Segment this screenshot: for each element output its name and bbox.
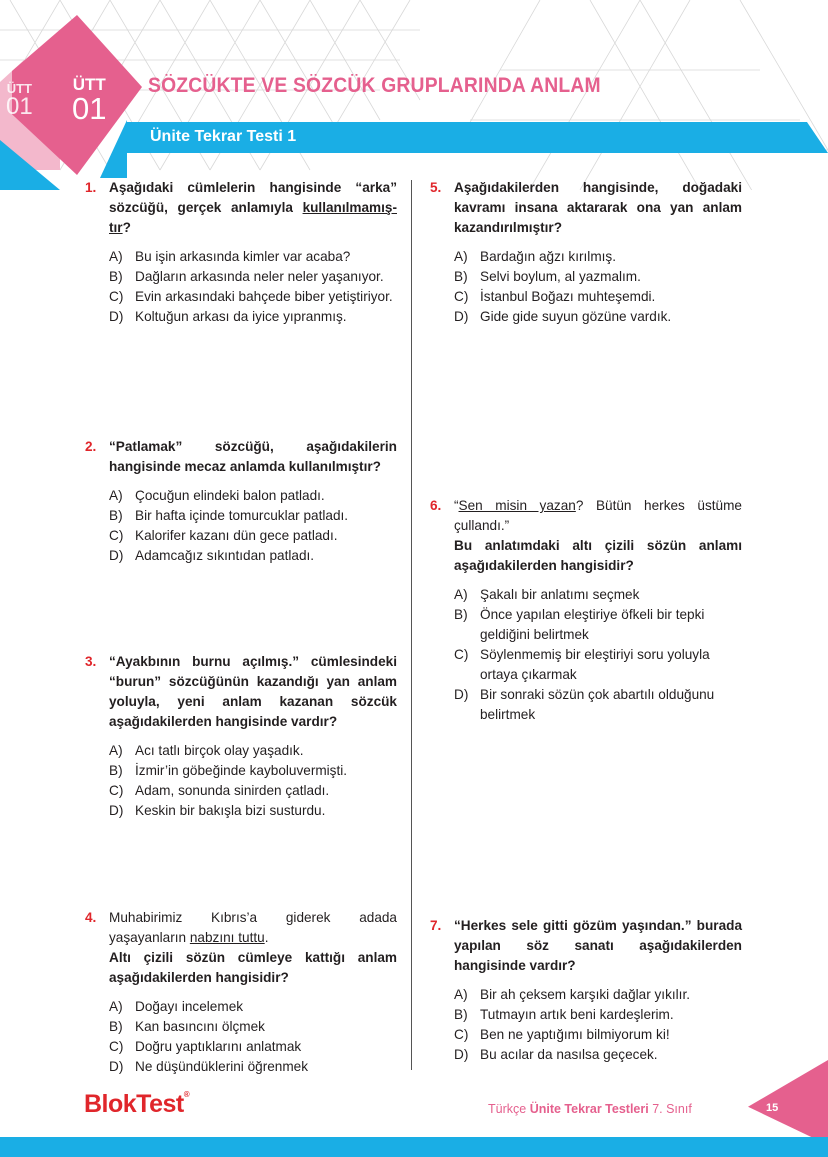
stem-text: “Herkes sele gitti gözüm yaşından.” burada yapılan söz sanatı aşağıdakilerden hangisinde vardır? bbox=[454, 918, 742, 973]
question-number: 2. bbox=[85, 439, 97, 454]
question-number: 3. bbox=[85, 654, 97, 669]
option-d[interactable] bbox=[109, 307, 397, 327]
option-text: Bir ah çeksem karşıki dağlar yıkılır. bbox=[480, 987, 691, 1002]
option-b[interactable] bbox=[109, 761, 397, 781]
stem-text: Sen misin yazan bbox=[458, 498, 576, 513]
question-number: 6. bbox=[430, 498, 442, 513]
question-stem bbox=[109, 908, 397, 988]
option-b[interactable] bbox=[109, 1017, 397, 1037]
option-text: İstanbul Boğazı muhteşemdi. bbox=[480, 289, 656, 304]
logo-mark: ® bbox=[183, 1090, 190, 1099]
option-c[interactable] bbox=[454, 645, 742, 685]
option-a[interactable] bbox=[109, 997, 397, 1017]
option-b[interactable] bbox=[454, 1005, 742, 1025]
question-number: 4. bbox=[85, 910, 97, 925]
option-letter: D) bbox=[454, 687, 469, 702]
option-letter: A) bbox=[109, 743, 123, 758]
badge-ghost-label: ÜTT bbox=[6, 81, 32, 96]
option-letter: C) bbox=[109, 289, 124, 304]
option-b[interactable] bbox=[454, 605, 742, 645]
option-a[interactable] bbox=[454, 985, 742, 1005]
option-c[interactable] bbox=[109, 1037, 397, 1057]
option-letter: A) bbox=[109, 999, 123, 1014]
question-stem bbox=[454, 178, 742, 238]
badge-label: ÜTT bbox=[72, 75, 106, 94]
stem-text: ? bbox=[122, 220, 131, 235]
option-letter: C) bbox=[454, 1027, 469, 1042]
option-text: Evin arkasındaki bahçede biber yetiştiriyor. bbox=[135, 289, 393, 304]
option-text: Söylenmemiş bir eleştiriyi soru yoluyla ortaya çıkarmak bbox=[480, 647, 710, 682]
option-text: Bu acılar da nasılsa geçecek. bbox=[480, 1047, 658, 1062]
option-letter: A) bbox=[109, 249, 123, 264]
badge-ghost-number: 01 bbox=[6, 93, 33, 120]
page-subtitle: Ünite Tekrar Testi 1 bbox=[150, 128, 297, 145]
answer-options bbox=[430, 585, 742, 725]
option-c[interactable] bbox=[454, 287, 742, 307]
footer-book-title bbox=[488, 1102, 692, 1116]
question-number: 1. bbox=[85, 180, 97, 195]
question-6 bbox=[430, 496, 742, 725]
question-stem bbox=[454, 916, 742, 976]
question-5 bbox=[430, 178, 742, 327]
option-a[interactable] bbox=[109, 741, 397, 761]
option-letter: A) bbox=[454, 249, 468, 264]
stem-text: Bu anlatımdaki altı çizili sözün anlamı aşağıdakilerden hangisidir? bbox=[454, 538, 742, 573]
question-stem bbox=[109, 437, 397, 477]
answer-options bbox=[85, 247, 397, 327]
option-letter: C) bbox=[109, 528, 124, 543]
option-d[interactable] bbox=[454, 685, 742, 725]
option-letter: B) bbox=[454, 269, 468, 284]
option-d[interactable] bbox=[109, 801, 397, 821]
option-text: Adamcağız sıkıntıdan patladı. bbox=[135, 548, 315, 563]
option-letter: B) bbox=[109, 1019, 123, 1034]
question-1 bbox=[85, 178, 397, 327]
page-number: 15 bbox=[766, 1102, 779, 1114]
option-d[interactable] bbox=[454, 1045, 742, 1065]
option-text: Bir hafta içinde tomurcuklar patladı. bbox=[135, 508, 349, 523]
option-letter: D) bbox=[454, 1047, 469, 1062]
option-text: Dağların arkasında neler neler yaşanıyor. bbox=[135, 269, 384, 284]
option-letter: B) bbox=[454, 607, 468, 622]
option-d[interactable] bbox=[109, 546, 397, 566]
option-text: Önce yapılan eleştiriye öfkeli bir tepki geldiğini belirtmek bbox=[480, 607, 705, 642]
option-d[interactable] bbox=[454, 307, 742, 327]
option-b[interactable] bbox=[454, 267, 742, 287]
option-letter: D) bbox=[109, 1059, 124, 1074]
option-letter: B) bbox=[109, 763, 123, 778]
option-b[interactable] bbox=[109, 267, 397, 287]
badge-ghost bbox=[6, 82, 33, 119]
question-4 bbox=[85, 908, 397, 1077]
option-a[interactable] bbox=[109, 486, 397, 506]
stem-text: Aşağıdaki cümlelerin hangisinde “arka” sözcüğü, gerçek anlamıyla bbox=[109, 180, 397, 215]
option-text: Acı tatlı birçok olay yaşadık. bbox=[135, 743, 304, 758]
option-letter: A) bbox=[109, 488, 123, 503]
stem-text: kullanılmamış-tır bbox=[109, 200, 397, 235]
option-letter: D) bbox=[454, 309, 469, 324]
option-text: Bu işin arkasında kimler var acaba? bbox=[135, 249, 351, 264]
option-letter: B) bbox=[454, 1007, 468, 1022]
option-text: Adam, sonunda sinirden çatladı. bbox=[135, 783, 330, 798]
stem-text: “Patlamak” sözcüğü, aşağıdakilerin hangisinde mecaz anlamda kullanılmıştır? bbox=[109, 439, 397, 474]
option-a[interactable] bbox=[454, 247, 742, 267]
option-letter: C) bbox=[109, 1039, 124, 1054]
option-c[interactable] bbox=[454, 1025, 742, 1045]
option-letter: D) bbox=[109, 309, 124, 324]
answer-options bbox=[85, 997, 397, 1077]
stem-text: “Ayakbının burnu açılmış.” cümlesindeki “burun” sözcüğünün kazandığı yan anlam yoluyla, yeni anlam kazanan sözcük aşağıdakilerden hangisinde vardır? bbox=[109, 654, 397, 729]
footer-series: Ünite Tekrar Testleri bbox=[529, 1102, 649, 1116]
option-text: Kalorifer kazanı dün gece patladı. bbox=[135, 528, 338, 543]
stem-text: nabzını tuttu bbox=[189, 930, 265, 945]
answer-options bbox=[85, 741, 397, 821]
question-number: 7. bbox=[430, 918, 442, 933]
option-letter: B) bbox=[109, 508, 123, 523]
option-text: Şakalı bir anlatımı seçmek bbox=[480, 587, 640, 602]
option-b[interactable] bbox=[109, 506, 397, 526]
answer-options bbox=[85, 486, 397, 566]
stem-text: . bbox=[264, 930, 269, 945]
question-stem bbox=[109, 652, 397, 732]
option-text: Koltuğun arkası da iyice yıpranmış. bbox=[135, 309, 347, 324]
page-number-tab bbox=[748, 1060, 828, 1145]
logo-text: BlokTest bbox=[84, 1090, 184, 1118]
question-stem bbox=[454, 496, 742, 576]
column-divider bbox=[411, 180, 412, 1070]
question-number: 5. bbox=[430, 180, 442, 195]
option-text: Bir sonraki sözün çok abartılı olduğunu belirtmek bbox=[480, 687, 715, 722]
option-d[interactable] bbox=[109, 1057, 397, 1077]
option-letter: D) bbox=[109, 548, 124, 563]
option-c[interactable] bbox=[109, 781, 397, 801]
page-title: SÖZCÜKTE VE SÖZCÜK GRUPLARINDA ANLAM bbox=[148, 74, 601, 97]
stem-text: ? Bütün herkes üstüme çullandı.” bbox=[454, 498, 742, 533]
stem-text: “ bbox=[454, 498, 459, 513]
option-text: Keskin bir bakışla bizi susturdu. bbox=[135, 803, 326, 818]
option-letter: A) bbox=[454, 587, 468, 602]
footer-grade: 7. Sınıf bbox=[648, 1102, 692, 1116]
option-text: Çocuğun elindeki balon patladı. bbox=[135, 488, 325, 503]
option-a[interactable] bbox=[109, 247, 397, 267]
option-text: Ben ne yaptığımı bilmiyorum ki! bbox=[480, 1027, 670, 1042]
question-2 bbox=[85, 437, 397, 566]
question-stem bbox=[109, 178, 397, 238]
stem-text: Altı çizili sözün cümleye kattığı anlam aşağıdakilerden hangisidir? bbox=[109, 950, 397, 985]
option-letter: C) bbox=[454, 647, 469, 662]
option-text: Doğru yaptıklarını anlatmak bbox=[135, 1039, 302, 1054]
option-text: Doğayı incelemek bbox=[135, 999, 244, 1014]
footer-subject: Türkçe bbox=[488, 1102, 530, 1116]
option-a[interactable] bbox=[454, 585, 742, 605]
option-text: Tutmayın artık beni kardeşlerim. bbox=[480, 1007, 674, 1022]
answer-options bbox=[430, 247, 742, 327]
bloktest-logo bbox=[84, 1090, 189, 1119]
answer-options bbox=[430, 985, 742, 1065]
question-3 bbox=[85, 652, 397, 821]
question-7 bbox=[430, 916, 742, 1065]
option-letter: C) bbox=[109, 783, 124, 798]
stem-text: Muhabirimiz Kıbrıs’a giderek adada yaşayanların bbox=[109, 910, 397, 945]
option-text: İzmir’in göbeğinde kayboluvermişti. bbox=[135, 763, 348, 778]
option-c[interactable] bbox=[109, 287, 397, 307]
option-text: Kan basıncını ölçmek bbox=[135, 1019, 265, 1034]
option-text: Bardağın ağzı kırılmış. bbox=[480, 249, 616, 264]
badge bbox=[72, 76, 106, 124]
badge-number: 01 bbox=[72, 91, 107, 126]
stem-text: Aşağıdakilerden hangisinde, doğadaki kavramı insana aktararak ona yan anlam kazandırılmıştır? bbox=[454, 180, 742, 235]
option-letter: D) bbox=[109, 803, 124, 818]
option-text: Ne düşündüklerini öğrenmek bbox=[135, 1059, 309, 1074]
bottom-bar bbox=[0, 1137, 828, 1157]
option-letter: A) bbox=[454, 987, 468, 1002]
option-letter: B) bbox=[109, 269, 123, 284]
option-c[interactable] bbox=[109, 526, 397, 546]
option-letter: C) bbox=[454, 289, 469, 304]
option-text: Gide gide suyun gözüne vardık. bbox=[480, 309, 672, 324]
option-text: Selvi boylum, al yazmalım. bbox=[480, 269, 641, 284]
